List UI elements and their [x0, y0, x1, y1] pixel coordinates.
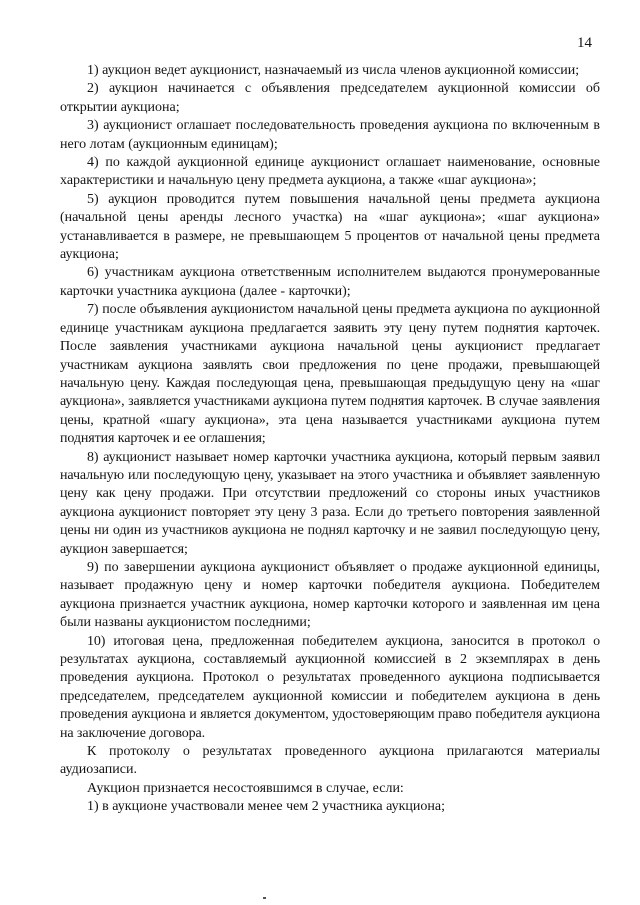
scan-dot-mark	[263, 897, 266, 899]
paragraph-item-6: 6) участникам аукциона ответственным исполнителем выдаются пронумерованные карточки участника аукциона (далее - карточки);	[60, 265, 600, 299]
paragraph-item-4: 4) по каждой аукционной единице аукционист оглашает наименование, основные характеристики и начальную цену предмета аукциона, а также «шаг аукциона»;	[60, 155, 600, 189]
paragraph-item-1: 1) аукцион ведет аукционист, назначаемый из числа членов аукционной комиссии;	[87, 63, 580, 78]
paragraph-item-8: 8) аукционист называет номер карточки участника аукциона, который первым заявил начальную или последующую цену, указывает на этого участника и объявляет заявленную цену как цену продажи. При отсутствии предложений со стороны иных участников аукциона аукционист повторяет эту цену 3 раза. Если до третьего повторения заявленной цены ни один из участников аукциона не поднял карточку и не заявил последующую цену, аукцион завершается;	[60, 449, 600, 557]
paragraph-item-9: 9) по завершении аукциона аукционист объявляет о продаже аукционной единицы, называет продажную цену и номер карточки победителя аукциона. Победителем аукциона признается участник аукциона, номер карточки которого и заявленная им цена были названы аукционистом последними;	[60, 559, 600, 631]
paragraph-item-7: 7) после объявления аукционистом начальной цены предмета аукциона по аукционной единице участникам аукциона предлагается заявить эту цену путем поднятия карточек. После заявления участниками аукциона начальной цены аукционист предлагает участникам аукциона заявлять свои предложения по цене продажи, превышающей начальную цену. Каждая последующая цена, превышающая предыдущую цену на «шаг аукциона», заявляется участниками аукциона путем поднятия карточек. В случае заявления цены, кратной «шагу аукциона», эта цена называется участниками аукциона путем поднятия карточек и ее оглашения;	[60, 302, 600, 447]
paragraph-item-2: 2) аукцион начинается с объявления председателем аукционной комиссии об открытии аукциона;	[60, 81, 600, 115]
paragraph-failed-auction-case-1: 1) в аукционе участвовали менее чем 2 участника аукциона;	[87, 799, 445, 815]
page-number: 14	[577, 35, 592, 51]
document-body	[60, 62, 600, 817]
paragraph-item-5: 5) аукцион проводится путем повышения начальной цены предмета аукциона (начальной цены аренды лесного участка) на «шаг аукциона»; «шаг аукциона» устанавливается в размере, не превышающем 5 процентов от начальной цены предмета аукциона;	[60, 191, 600, 263]
paragraph-item-10: 10) итоговая цена, предложенная победителем аукциона, заносится в протокол о результатах аукциона, составляемый аукционной комиссией в 2 экземплярах в день проведения аукциона. Протокол о результатах проведенного аукциона подписывается председателем, председателем аукционной комиссии и победителем аукциона в день проведения аукциона и является документом, удостоверяющим право победителя аукциона на заключение договора.	[60, 633, 600, 741]
paragraph-audio-attachment: К протоколу о результатах проведенного аукциона прилагаются материалы аудиозаписи.	[60, 744, 600, 778]
paragraph-failed-auction-intro: Аукцион признается несостоявшимся в случае, если:	[87, 780, 404, 796]
paragraph-item-3: 3) аукционист оглашает последовательность проведения аукциона по включенным в него лотам (аукционным единицам);	[60, 118, 600, 152]
